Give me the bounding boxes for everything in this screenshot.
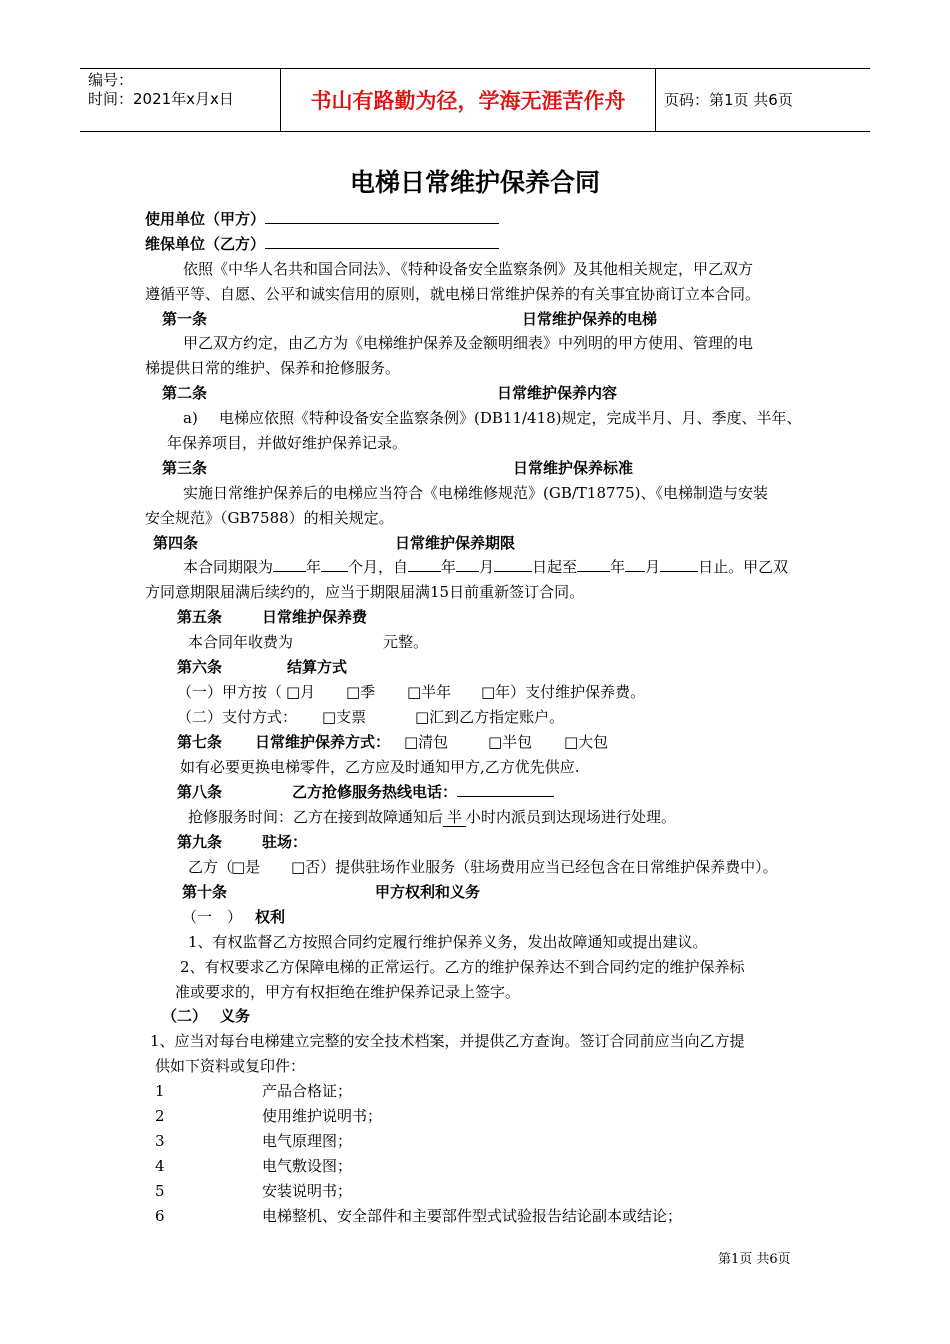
start-month-blank[interactable] — [456, 557, 479, 572]
start-day-blank[interactable] — [494, 557, 532, 572]
header-slogan: 书山有路勤为径，学海无涯苦作舟 — [280, 69, 656, 131]
contract-title: 电梯日常维护保养合同 — [349, 168, 600, 197]
art2-title: 日常维护保养内容 — [497, 384, 618, 402]
doc-item-text: 电气敷设图； — [262, 1157, 353, 1175]
end-year-blank[interactable] — [577, 557, 610, 572]
onsite-yes-checkbox[interactable]: □是 — [231, 858, 261, 876]
art8-body-b: 小时内派员到达现场进行处理。 — [466, 808, 677, 826]
art2-item-marker: a) — [183, 409, 198, 427]
term-text-9: 日止。甲乙双 — [698, 558, 789, 576]
end-month-blank[interactable] — [625, 557, 645, 572]
duties-marker: （二） — [162, 1007, 208, 1025]
intro-line-1: 依照《中华人名共和国合同法》、《特种设备安全监察条例》及其他相关规定，甲乙双方 — [183, 260, 754, 278]
term-text-5: 月 — [479, 558, 495, 576]
rights-title: 权利 — [255, 908, 286, 926]
doc-item-number: 5 — [155, 1182, 165, 1200]
art8-title: 乙方抢修服务热线电话： — [292, 783, 458, 801]
response-hours[interactable]: 半 — [443, 808, 466, 827]
document-time-label: 时间：2021年x月x日 — [88, 90, 234, 108]
art8-body-a: 抢修服务时间：乙方在接到故障通知后 — [188, 808, 444, 826]
art6-line2-prefix: （二）支付方式： — [177, 708, 298, 726]
party-b-label: 维保单位（乙方） — [145, 235, 266, 253]
art1-body-1: 甲乙双方约定，由乙方为《电梯维护保养及金额明细表》中列明的甲方使用、管理的电 — [183, 334, 754, 352]
art1-title: 日常维护保养的电梯 — [522, 310, 658, 328]
art7-body: 如有必要更换电梯零件，乙方应及时通知甲方,乙方优先供应. — [180, 758, 580, 776]
term-text-1: 本合同期限为 — [183, 558, 274, 576]
start-year-blank[interactable] — [408, 557, 441, 572]
art5-body-a: 本合同年收费为 — [188, 633, 294, 651]
art2-number: 第二条 — [162, 384, 208, 402]
term-text-4: 年 — [441, 558, 457, 576]
art8-body-line — [188, 807, 676, 827]
rights-marker: （一 ） — [182, 908, 243, 926]
term-years-blank[interactable] — [273, 557, 306, 572]
term-text-8: 月 — [645, 558, 661, 576]
term-text-7: 年 — [610, 558, 626, 576]
doc-item-number: 6 — [155, 1207, 165, 1225]
art2-body-2: 年保养项目，并做好维护保养记录。 — [167, 434, 408, 452]
art4-term-line — [183, 557, 788, 577]
party-b-blank[interactable] — [265, 234, 499, 249]
art9-number: 第九条 — [177, 833, 223, 851]
art5-title: 日常维护保养费 — [262, 608, 368, 626]
doc-item-number: 3 — [155, 1132, 165, 1150]
doc-item-text: 电梯整机、安全部件和主要部件型式试验报告结论副本或结论； — [262, 1207, 683, 1225]
duties-line-1: 1、应当对每台电梯建立完整的安全技术档案，并提供乙方查询。签订合同前应当向乙方提 — [150, 1032, 745, 1050]
doc-item-text: 安装说明书； — [262, 1182, 353, 1200]
art5-number: 第五条 — [177, 608, 223, 626]
doc-item-text: 使用维护说明书； — [262, 1107, 383, 1125]
art6-number: 第六条 — [177, 658, 223, 676]
art9-title: 驻场： — [262, 833, 308, 851]
art7-number: 第七条 — [177, 733, 223, 751]
party-b-line — [145, 234, 499, 254]
pay-halfyear-checkbox[interactable]: □半年 — [407, 683, 452, 701]
onsite-no-checkbox[interactable]: □否）提供驻场作业服务（驻场费用应当已经包含在日常维护保养费中）。 — [291, 858, 778, 876]
art3-number: 第三条 — [162, 459, 208, 477]
art5-body-b: 元整。 — [383, 633, 429, 651]
art9-body-a: 乙方（ — [188, 858, 234, 876]
art8-title-line — [292, 782, 554, 802]
party-a-blank[interactable] — [265, 209, 499, 224]
term-months-blank[interactable] — [321, 557, 348, 572]
art7-title: 日常维护保养方式： — [255, 733, 391, 751]
end-day-blank[interactable] — [660, 557, 698, 572]
header-meta — [88, 71, 278, 109]
art10-number: 第十条 — [182, 883, 228, 901]
art1-number: 第一条 — [162, 310, 208, 328]
doc-item-text: 电气原理图； — [262, 1132, 353, 1150]
pay-transfer-checkbox[interactable]: □汇到乙方指定账户。 — [415, 708, 565, 726]
term-text-6: 日起至 — [532, 558, 578, 576]
term-text-2: 年 — [306, 558, 322, 576]
page-header — [80, 68, 870, 132]
header-page-info: 页码：第1页 共6页 — [664, 91, 793, 109]
art1-body-2: 梯提供日常的维护、保养和抢修服务。 — [145, 359, 401, 377]
art4-number: 第四条 — [153, 534, 199, 552]
mode-full-checkbox[interactable]: □清包 — [404, 733, 449, 751]
pay-yearly-checkbox[interactable]: □年）支付维护保养费。 — [481, 683, 646, 701]
art10-title: 甲方权利和义务 — [375, 883, 481, 901]
art3-title: 日常维护保养标准 — [513, 459, 634, 477]
art3-body-2: 安全规范》（GB7588）的相关规定。 — [145, 509, 394, 527]
rights-line-2: 2、有权要求乙方保障电梯的正常运行。乙方的维护保养达不到合同约定的维护保养标 — [180, 958, 745, 976]
mode-half-checkbox[interactable]: □半包 — [488, 733, 533, 751]
art2-body-1: 电梯应依照《特种设备安全监察条例》(DB11/418)规定，完成半月、月、季度、半年、 — [219, 409, 802, 427]
art6-title: 结算方式 — [287, 658, 348, 676]
mode-large-checkbox[interactable]: □大包 — [564, 733, 609, 751]
art3-body-1: 实施日常维护保养后的电梯应当符合《电梯维修规范》(GB/T18775)、《电梯制造与安装 — [183, 484, 768, 502]
duties-line-2: 供如下资料或复印件： — [155, 1057, 306, 1075]
art8-number: 第八条 — [177, 783, 223, 801]
doc-item-text: 产品合格证； — [262, 1082, 353, 1100]
party-a-line — [145, 209, 499, 229]
rights-line-1: 1、有权监督乙方按照合同约定履行维护保养义务，发出故障通知或提出建议。 — [188, 933, 708, 951]
hotline-blank[interactable] — [457, 782, 554, 797]
art6-line1-prefix: （一）甲方按（ — [177, 683, 283, 701]
document-number-label: 编号： — [88, 71, 134, 89]
duties-title: 义务 — [220, 1007, 251, 1025]
doc-item-number: 2 — [155, 1107, 165, 1125]
term-text-3: 个月，自 — [348, 558, 409, 576]
doc-item-number: 1 — [155, 1082, 165, 1100]
pay-quarterly-checkbox[interactable]: □季 — [346, 683, 376, 701]
intro-line-2: 遵循平等、自愿、公平和诚实信用的原则，就电梯日常维护保养的有关事宜协商订立本合同。 — [145, 285, 761, 303]
art4-title: 日常维护保养期限 — [395, 534, 516, 552]
party-a-label: 使用单位（甲方） — [145, 210, 266, 228]
pay-cheque-checkbox[interactable]: □支票 — [322, 708, 367, 726]
pay-monthly-checkbox[interactable]: □月 — [286, 683, 316, 701]
rights-line-3: 准或要求的，甲方有权拒绝在维护保养记录上签字。 — [175, 983, 521, 1001]
art4-body-2: 方同意期限届满后续约的，应当于期限届满15日前重新签订合同。 — [145, 583, 585, 601]
doc-item-number: 4 — [155, 1157, 165, 1175]
page-footer: 第1页 共6页 — [718, 1252, 791, 1267]
